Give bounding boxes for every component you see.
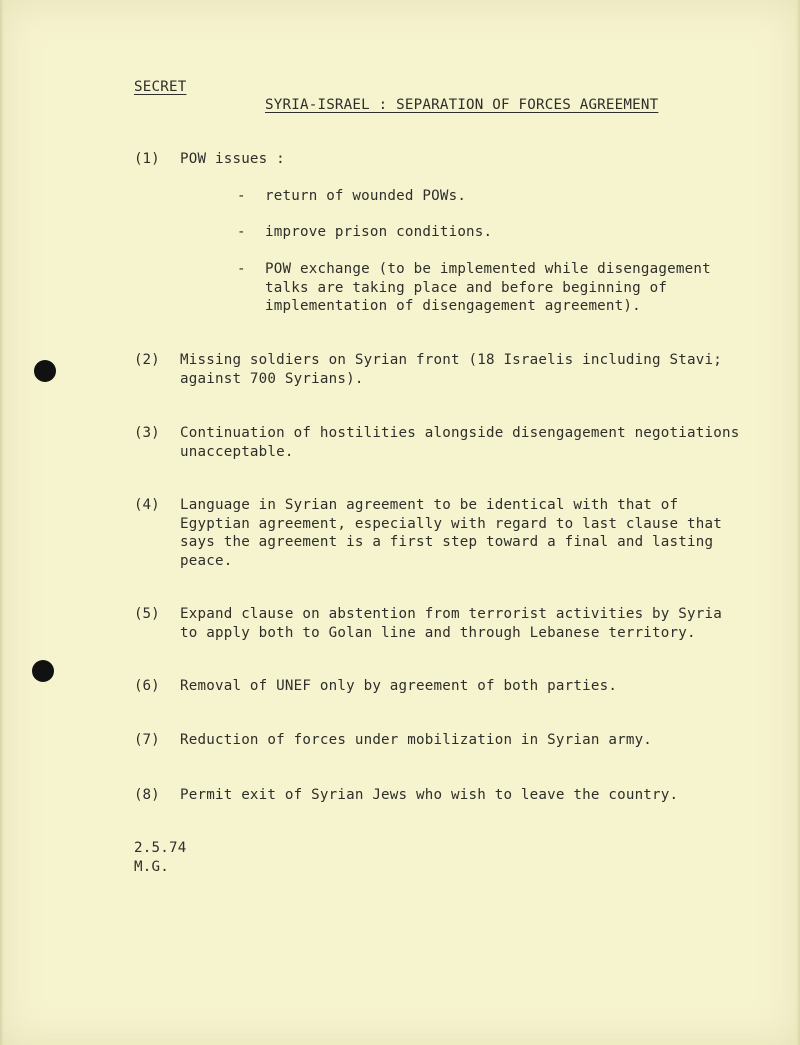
item-text: Expand clause on abstention from terrorist activities by Syria to apply both to Golan line and through Lebanese territory.	[180, 606, 722, 641]
author-initials: M.G.	[134, 859, 169, 875]
sub-item-text: return of wounded POWs.	[265, 188, 467, 204]
item-number: (4)	[134, 497, 160, 513]
item-text: POW issues :	[180, 151, 285, 167]
item-number: (8)	[134, 787, 160, 803]
page-edge-left	[0, 0, 4, 1045]
item-text: Reduction of forces under mobilization in Syrian army.	[180, 732, 653, 748]
sub-item-text: POW exchange (to be implemented while disengagement talks are taking place and before beginning of implementation of disengagement agreement).	[265, 261, 711, 314]
item-text: Removal of UNEF only by agreement of both parties.	[180, 678, 618, 694]
item-number: (3)	[134, 425, 160, 441]
punch-hole-icon	[34, 360, 56, 382]
page-edge-right	[796, 0, 800, 1045]
item-number: (6)	[134, 678, 160, 694]
document-title: SYRIA-ISRAEL : SEPARATION OF FORCES AGREEMENT	[265, 97, 659, 113]
punch-hole-icon	[32, 660, 54, 682]
classification-label: SECRET	[134, 79, 187, 95]
sub-item-bullet: -	[237, 261, 246, 277]
sub-item-text: improve prison conditions.	[265, 224, 493, 240]
item-number: (7)	[134, 732, 160, 748]
item-number: (5)	[134, 606, 160, 622]
item-text: Language in Syrian agreement to be identical with that of Egyptian agreement, especially with regard to last clause that says the agreement is a first step toward a final and lasting peace.	[180, 497, 722, 569]
sub-item-bullet: -	[237, 188, 246, 204]
sub-item-bullet: -	[237, 224, 246, 240]
item-text: Missing soldiers on Syrian front (18 Israelis including Stavi; against 700 Syrians).	[180, 352, 722, 387]
item-number: (1)	[134, 151, 160, 167]
document-date: 2.5.74	[134, 840, 187, 856]
item-number: (2)	[134, 352, 160, 368]
item-text: Permit exit of Syrian Jews who wish to leave the country.	[180, 787, 679, 803]
item-text: Continuation of hostilities alongside disengagement negotiations unacceptable.	[180, 425, 740, 460]
